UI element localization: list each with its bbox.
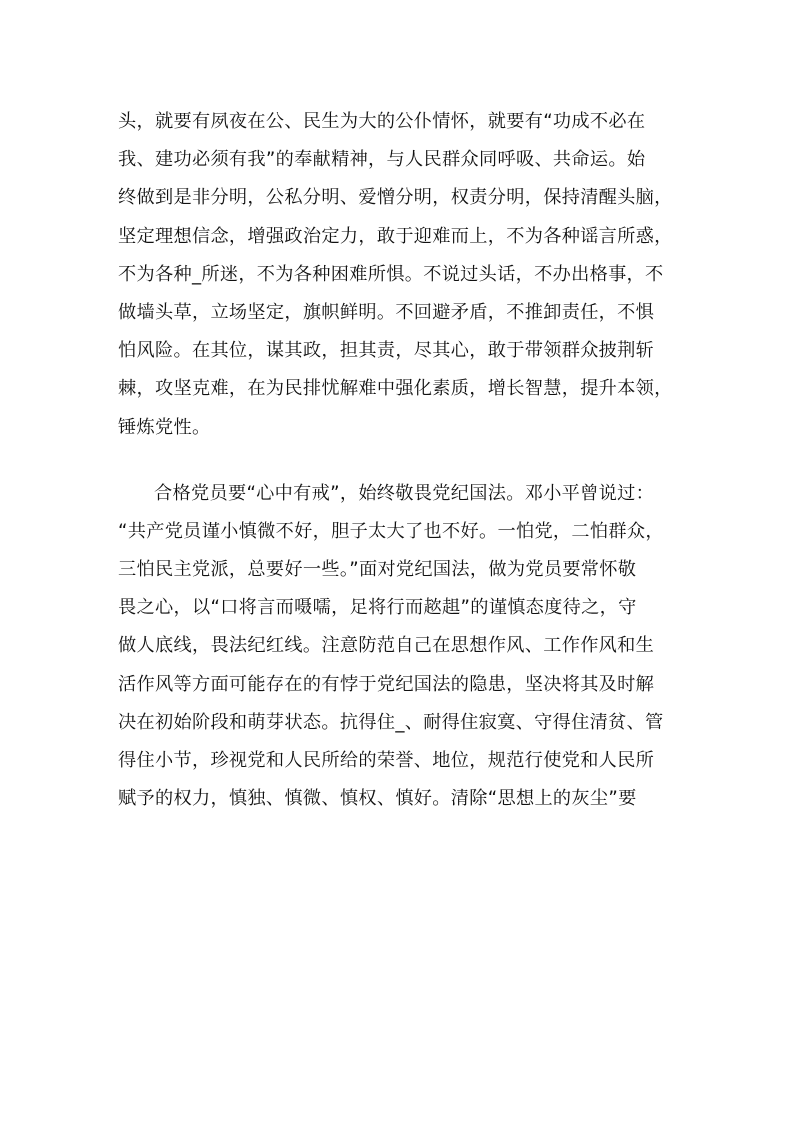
text-line: 决在初始阶段和萌芽状态。抗得住_、耐得住寂寞、守得住清贫、管 [118, 711, 664, 733]
text-line: 合格党员要“心中有戒”，始终敬畏党纪国法。邓小平曾说过： [154, 482, 655, 504]
text-line: 得住小节，珍视党和人民所给的荣誉、地位，规范行使党和人民所 [118, 750, 655, 771]
text-line: 我、建功必须有我”的奉献精神，与人民群众同呼吸、共命运。始 [118, 149, 646, 171]
text-line: 怕风险。在其位，谋其政，担其责，尽其心，敢于带领群众披荆斩 [118, 340, 655, 362]
text-line: 终做到是非分明，公私分明、爱憎分明，权责分明，保持清醒头脑， [118, 187, 673, 209]
text-line: 头，就要有夙夜在公、民生为大的公仆情怀，就要有“功成不必在 [118, 111, 646, 132]
text-line: 坚定理想信念，增强政治定力，敢于迎难而上，不为各种谣言所惑， [118, 225, 673, 247]
text-line: 不为各种_所迷，不为各种困难所惧。不说过头话，不办出格事，不 [118, 263, 664, 285]
paragraph-1 [118, 103, 698, 447]
text-line: 锤炼党性。 [118, 416, 211, 438]
text-line: 畏之心，以“口将言而嗫嚅，足将行而趑趄”的谨慎态度待之，守 [118, 597, 637, 619]
paragraph-2 [118, 475, 698, 819]
text-line: 赋予的权力，慎独、慎微、慎权、慎好。清除“思想上的灰尘”要 [118, 788, 637, 810]
text-line: “共产党员谨小慎微不好，胆子太大了也不好。一怕党，二怕群众， [118, 520, 664, 542]
text-line: 做人底线，畏法纪红线。注意防范自己在思想作风、工作作风和生 [118, 635, 655, 657]
text-line: 三怕民主党派，总要好一些。”面对党纪国法，做为党员要常怀敬 [118, 559, 637, 581]
paragraph-spacer [118, 447, 698, 475]
text-line: 做墙头草，立场坚定，旗帜鲜明。不回避矛盾，不推卸责任，不惧 [118, 301, 655, 323]
body-text [118, 103, 698, 818]
text-line: 棘，攻坚克难，在为民排忧解难中强化素质，增长智慧，提升本领， [118, 378, 673, 400]
text-line: 活作风等方面可能存在的有悖于党纪国法的隐患，坚决将其及时解 [118, 673, 655, 695]
